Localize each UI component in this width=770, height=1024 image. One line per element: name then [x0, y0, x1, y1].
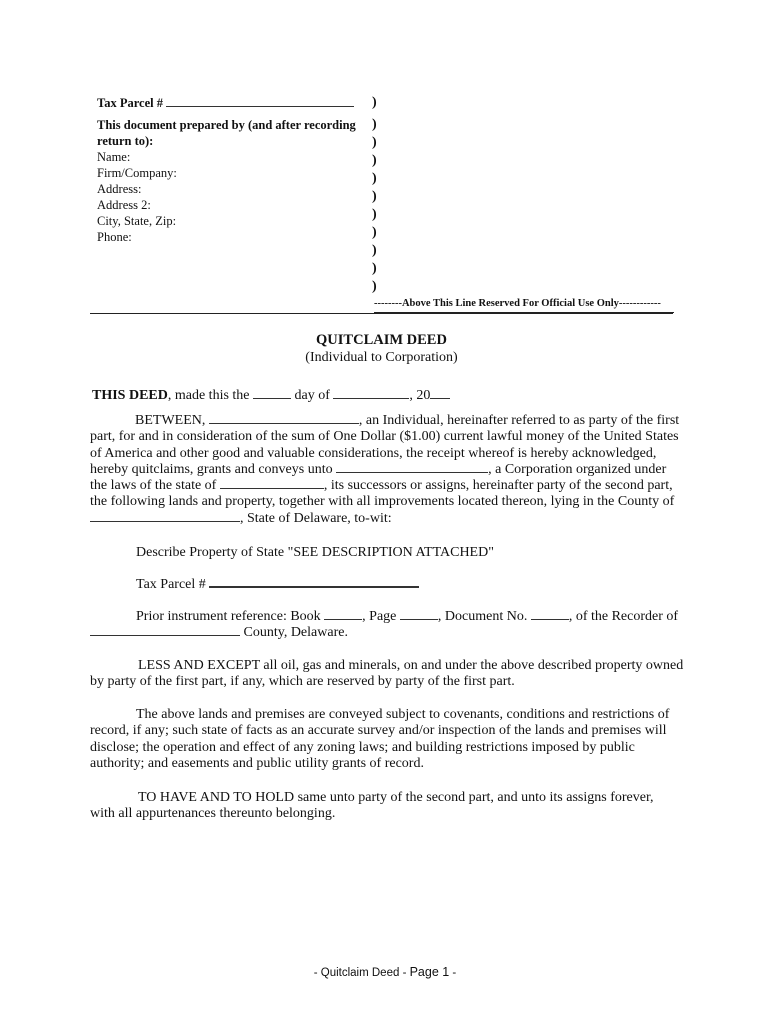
footer-page-number: Page 1	[409, 965, 450, 979]
day-blank[interactable]	[253, 398, 291, 399]
covenants-line4: authority; and easements and public utility grants of record.	[90, 755, 424, 771]
deed-date-line	[92, 388, 450, 404]
prior-instrument	[90, 609, 682, 642]
day-of-text: day of	[294, 388, 330, 403]
less-except-line1: LESS AND EXCEPT all oil, gas and minerals, on and under the above described property owned	[138, 658, 684, 673]
header-block	[97, 95, 367, 245]
between-line6: the following lands and property, together with all improvements located thereon, lying in the County of	[90, 494, 675, 510]
page-blank[interactable]	[400, 619, 438, 620]
between-line5-text-b: , its successors or assigns, hereinafter party of the second part,	[323, 478, 673, 494]
field-firm: Firm/Company:	[97, 166, 177, 180]
paren: )	[372, 243, 377, 258]
year-prefix-text: , 20	[409, 388, 431, 403]
this-deed-label: THIS DEED	[92, 388, 168, 403]
county-blank[interactable]	[90, 521, 240, 522]
field-address2: Address 2:	[97, 198, 151, 212]
between-line4	[90, 462, 682, 478]
between-line5	[90, 478, 682, 494]
paren: )	[372, 189, 377, 204]
habendum-paragraph	[90, 790, 682, 823]
made-this-text: , made this the	[167, 388, 250, 403]
title-block	[90, 331, 673, 367]
between-label: BETWEEN,	[135, 413, 206, 428]
covenants-line3: disclose; the operation and effect of any zoning laws; and building restrictions imposed by public	[90, 739, 635, 755]
between-paragraph	[90, 413, 682, 527]
recorder-county-blank[interactable]	[90, 635, 240, 636]
field-address: Address:	[97, 182, 142, 196]
covenants-line1: The above lands and premises are conveyed subject to covenants, conditions and restrictions of	[136, 707, 670, 722]
prior-doc-label: , Document No.	[437, 609, 528, 624]
prior-county-text: County, Delaware.	[243, 625, 348, 641]
grantor-name-blank[interactable]	[209, 423, 359, 424]
habendum-line2: with all appurtenances thereunto belonging.	[90, 806, 336, 822]
tax-parcel-line	[136, 577, 419, 593]
between-line3: of America and other good and valuable considerations, the receipt whereof is hereby acknowledged,	[90, 445, 657, 461]
between-line4-text-b: , a Corporation organized under	[488, 461, 667, 477]
month-blank[interactable]	[333, 398, 409, 399]
covenants-line2: record, if any; such state of facts as an accurate survey and/or inspection of the lands and premises will	[90, 723, 667, 739]
paren: )	[372, 171, 377, 186]
between-line2: part, for and in consideration of the sum of One Dollar ($1.00) current lawful money of the United States	[90, 429, 679, 445]
footer-end: -	[449, 967, 457, 979]
tax-parcel-blank[interactable]	[166, 106, 354, 107]
prior-line1	[90, 609, 682, 625]
prior-book-label: Prior instrument reference: Book	[136, 609, 321, 624]
between-line1-text: , an Individual, hereinafter referred to as party of the first	[358, 413, 680, 428]
paren: )	[372, 207, 377, 222]
tax-parcel2-blank[interactable]	[209, 586, 419, 588]
covenants-paragraph	[90, 707, 682, 772]
prior-recorder-label: , of the Recorder of	[568, 609, 679, 624]
paren: )	[372, 135, 377, 150]
prior-line2	[90, 625, 682, 641]
field-name: Name:	[97, 150, 131, 164]
book-blank[interactable]	[324, 619, 362, 620]
habendum-line1: TO HAVE AND TO HOLD same unto party of the second part, and unto its assigns forever,	[138, 790, 654, 805]
page-footer	[0, 965, 770, 979]
paren: )	[372, 225, 377, 240]
tax-parcel2-label: Tax Parcel #	[136, 577, 206, 592]
less-except-paragraph	[90, 658, 682, 691]
between-line4-text-a: hereby quitclaims, grants and conveys unto	[90, 461, 333, 477]
prepared-by-line2: return to):	[97, 134, 154, 148]
grantee-name-blank[interactable]	[336, 472, 488, 473]
between-line5-text-a: the laws of the state of	[90, 478, 217, 494]
paren: )	[372, 261, 377, 276]
field-city-state-zip: City, State, Zip:	[97, 214, 177, 228]
between-line7-text: , State of Delaware, to-wit:	[240, 510, 392, 526]
document-no-blank[interactable]	[531, 619, 569, 620]
less-except-line2: by party of the first part, if any, which are reserved by party of the first part.	[90, 674, 515, 690]
recording-divider	[90, 313, 673, 314]
describe-property: Describe Property of State "SEE DESCRIPTION ATTACHED"	[136, 545, 494, 560]
tax-parcel-header-line	[97, 95, 367, 111]
prepared-by-line1: This document prepared by (and after recording	[97, 118, 356, 132]
prior-page-label: , Page	[362, 609, 397, 624]
state-blank[interactable]	[220, 488, 324, 489]
between-line7	[90, 511, 682, 527]
paren: )	[372, 279, 377, 294]
paren: )	[372, 95, 377, 110]
tax-parcel-label: Tax Parcel #	[97, 96, 163, 110]
year-blank[interactable]	[430, 398, 450, 399]
field-phone: Phone:	[97, 230, 132, 244]
official-use-text: --------Above This Line Reserved For Official Use Only------------	[374, 298, 661, 309]
deed-subtitle: (Individual to Corporation)	[305, 350, 458, 365]
deed-title: QUITCLAIM DEED	[316, 332, 447, 348]
paren: )	[372, 153, 377, 168]
between-line1	[90, 413, 682, 429]
paren: )	[372, 117, 377, 132]
footer-doc-name: - Quitclaim Deed -	[313, 967, 410, 979]
